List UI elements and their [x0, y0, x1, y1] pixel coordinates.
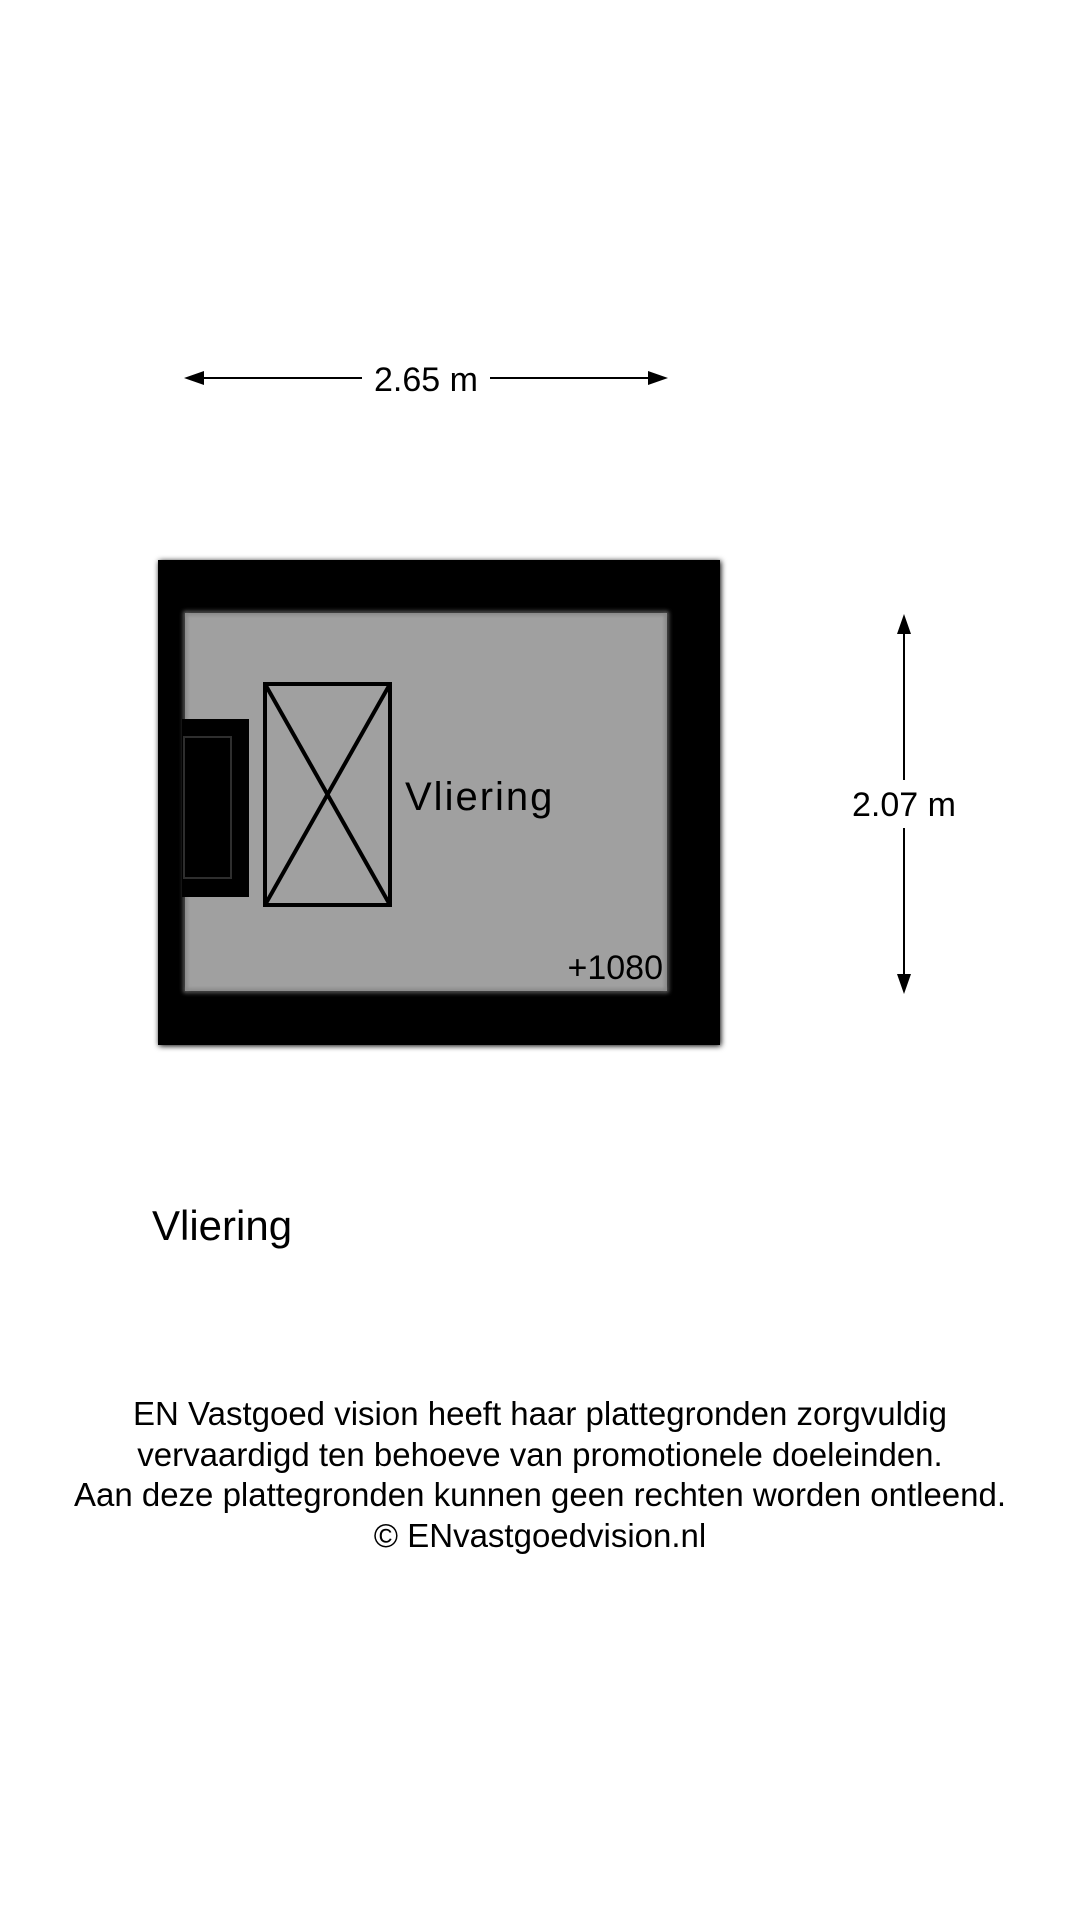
width-arrow-left-icon [184, 371, 204, 385]
height-dimension [852, 614, 956, 994]
width-dimension-label: 2.65 m [374, 361, 478, 399]
disclaimer [0, 1394, 1080, 1556]
disclaimer-line: Aan deze plattegronden kunnen geen rechten worden ontleend. [73, 1476, 1007, 1513]
wall-protrusion [182, 719, 249, 897]
room-level: +1080 [567, 949, 663, 987]
disclaimer-line: vervaardigd ten behoeve van promotionele doeleinden. [137, 1435, 943, 1473]
protrusion-block [182, 719, 249, 897]
height-arrow-down-icon [897, 974, 911, 994]
floor-label: Vliering [152, 1202, 293, 1249]
width-dimension [184, 361, 668, 399]
height-dimension-label: 2.07 m [852, 786, 956, 824]
height-arrow-up-icon [897, 614, 911, 634]
width-arrow-right-icon [648, 371, 668, 385]
copyright: © ENvastgoedvision.nl [373, 1516, 707, 1554]
disclaimer-line: EN Vastgoed vision heeft haar plattegronden zorgvuldig [133, 1395, 947, 1432]
room-name: Vliering [405, 775, 555, 819]
